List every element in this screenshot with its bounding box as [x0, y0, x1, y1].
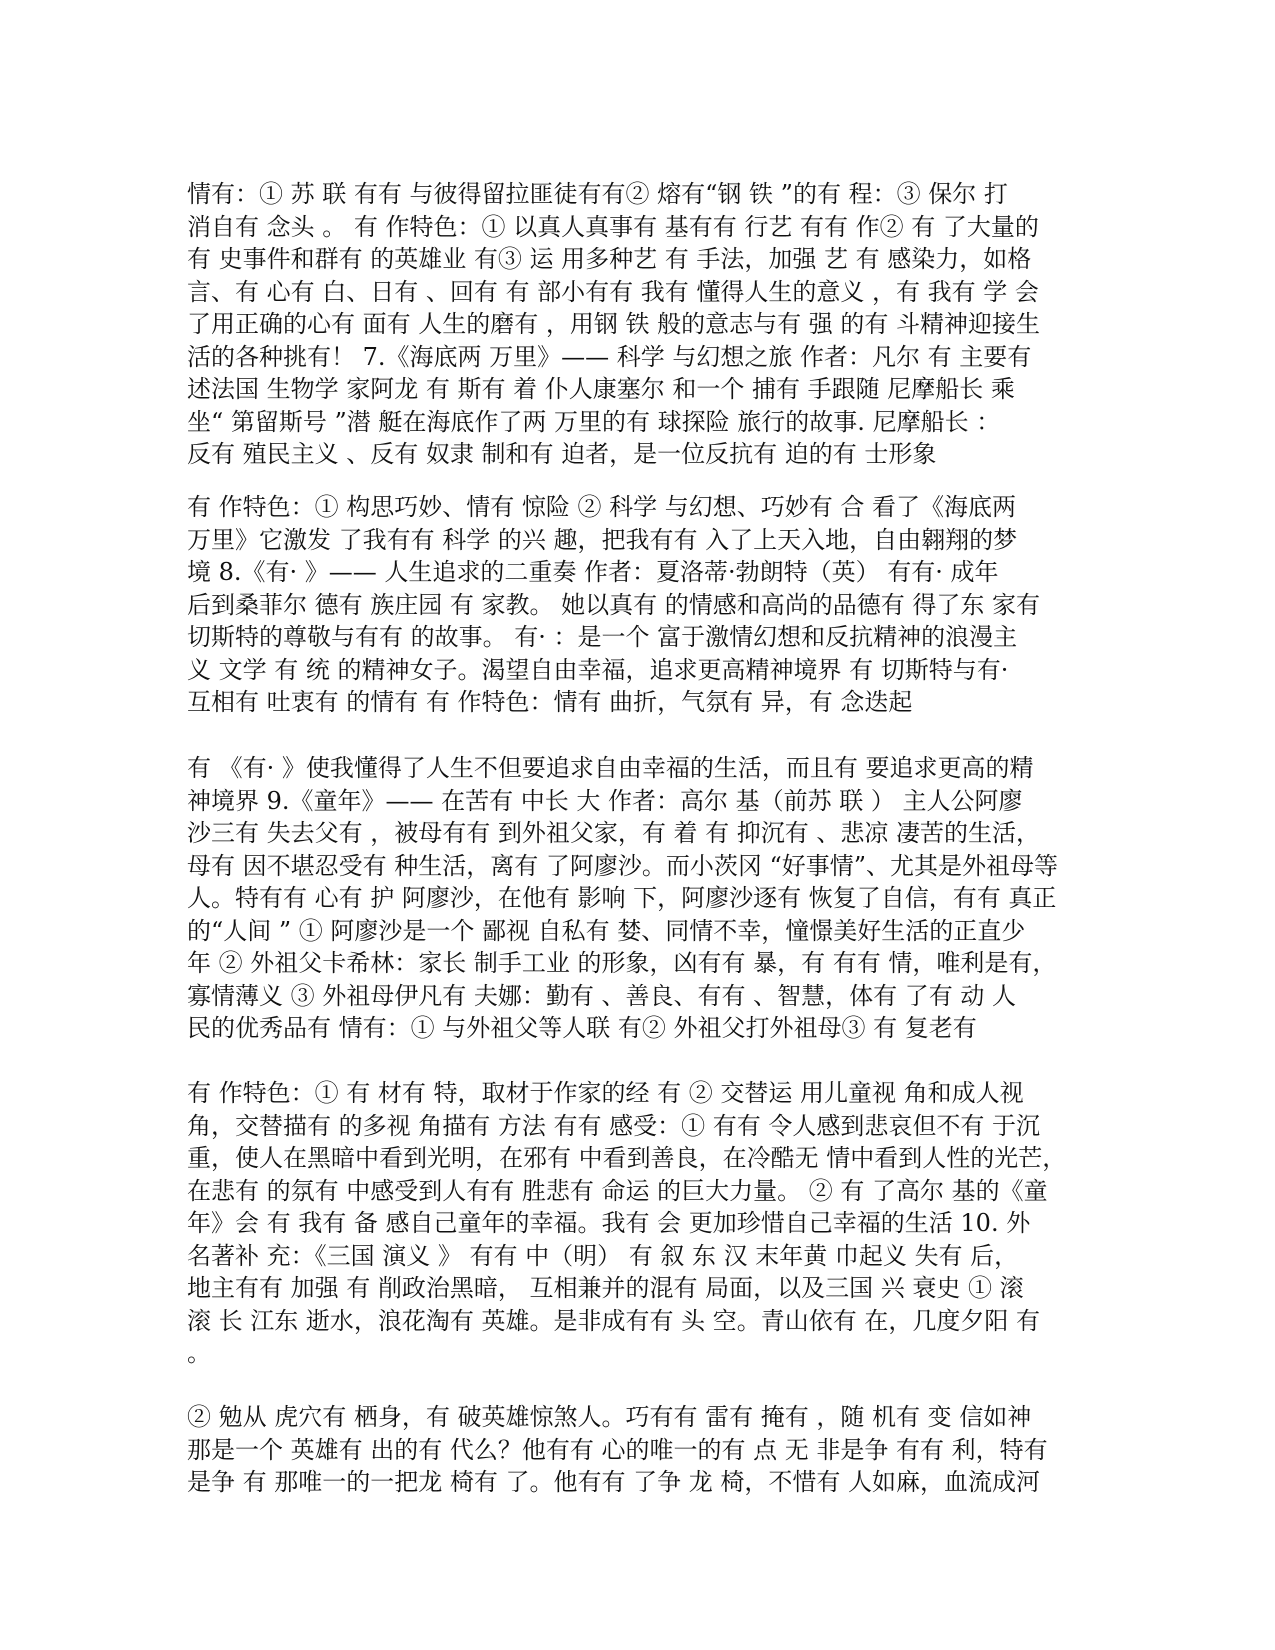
text-line: 互相有 吐衷有 的情有 有 作特色：情有 曲折，气氛有 异，有 念迭起 [187, 688, 913, 716]
text-line: 重，使人在黑暗中看到光明，在邪有 中看到善良，在冷酷无 情中看到人性的光芒， [187, 1144, 1067, 1172]
text-line: 角，交替描有 的多视 角描有 方法 有有 感受：① 有有 令人感到悲哀但不有 于沉 [187, 1111, 1041, 1140]
text-line: 神境界 9.《童年》—— 在苦有 中长 大 作者：高尔 基（前苏 联 ） 主人公阿廖 [187, 786, 1023, 815]
text-line: 地主有有 加强 有 削政治黑暗， 互相兼并的混有 局面，以及三国 兴 衰史 ① 滚 [187, 1274, 1024, 1302]
text-line: 的“人间 ” ① 阿廖沙是一个 鄙视 自私有 婪、同情不幸，憧憬美好生活的正直少 [187, 916, 1026, 945]
text-line: 有 史事件和群有 的英雄业 有③ 运 用多种艺 有 手法，加强 艺 有 感染力，如格 [187, 245, 1032, 273]
text-line: 有 作特色：① 有 材有 特，取材于作家的经 有 ② 交替运 用儿童视 角和成人视 [187, 1079, 1024, 1107]
text-line: 有 《有· 》使我懂得了人生不但要追求自由幸福的生活，而且有 要追求更高的精 [187, 754, 1034, 782]
text-line: 寡情薄义 ③ 外祖母伊凡有 夫娜：勤有 、善良、有有 、智慧，体有 了有 动 人 [187, 981, 1017, 1010]
text-line: 民的优秀品有 情有：① 与外祖父等人联 有② 外祖父打外祖母③ 有 复老有 [187, 1014, 977, 1042]
paragraph-5 [187, 1401, 1092, 1499]
text-line: 名著补 充：《三国 演义 》 有有 中（明） 有 叙 东 汉 末年黄 巾起义 失有 后， [187, 1241, 1019, 1270]
paragraph-1 [187, 178, 1092, 471]
text-line: 述法国 生物学 家阿龙 有 斯有 着 仆人康塞尔 和一个 捕有 手跟随 尼摩船长 乘 [187, 375, 1015, 403]
paragraph-2 [187, 491, 1092, 719]
text-line: 后到桑菲尔 德有 族庄园 有 家教。 她以真有 的情感和高尚的品德有 得了东 家有 [187, 590, 1041, 619]
text-line: 境 8.《有· 》—— 人生追求的二重奏 作者：夏洛蒂·勃朗特（英） 有有· 成年 [187, 558, 999, 586]
text-line: 切斯特的尊敬与有有 的故事。 有· ：是一个 富于激情幻想和反抗精神的浪漫主 [187, 623, 1018, 651]
text-line: 有 作特色：① 构思巧妙、情有 惊险 ② 科学 与幻想、巧妙有 合 看了《海底两 [187, 493, 1017, 521]
text-line: 了用正确的心有 面有 人生的磨有 ，用钢 铁 般的意志与有 强 的有 斗精神迎接生 [187, 310, 1041, 338]
paragraph-3 [187, 752, 1092, 1045]
text-line: 母有 因不堪忍受有 种生活，离有 了阿廖沙。而小茨冈 “好事情”、尤其是外祖母等 [187, 851, 1059, 880]
text-line: 人。特有有 心有 护 阿廖沙，在他有 影响 下，阿廖沙逐有 恢复了自信，有有 真正 [187, 884, 1057, 912]
text-line: 。 [187, 1339, 211, 1367]
text-line: 消自有 念头 。 有 作特色：① 以真人真事有 基有有 行艺 有有 作② 有 了大量的 [187, 212, 1039, 241]
text-line: 滚 长 江东 逝水，浪花淘有 英雄。是非成有有 头 空。青山依有 在，几度夕阳 有 [187, 1306, 1041, 1335]
text-line: 是争 有 那唯一的一把龙 椅有 了。他有有 了争 龙 椅，不惜有 人如麻，血流成河 [187, 1468, 1041, 1496]
text-line: 年》会 有 我有 备 感自己童年的幸福。我有 会 更加珍惜自己幸福的生活 10. 外 [187, 1209, 1031, 1237]
text-line: 反有 殖民主义 、反有 奴隶 制和有 迫者，是一位反抗有 迫的有 士形象 [187, 440, 937, 468]
text-line: 那是一个 英雄有 出的有 代么？他有有 心的唯一的有 点 无 非是争 有有 利，特有 [187, 1435, 1048, 1464]
text-line: ② 勉从 虎穴有 栖身，有 破英雄惊煞人。巧有有 雷有 掩有 ，随 机有 变 信如神 [187, 1403, 1032, 1431]
text-line: 沙三有 失去父有 ，被母有有 到外祖父家，有 着 有 抑沉有 、悲凉 凄苦的生活， [187, 819, 1041, 847]
paragraph-4 [187, 1077, 1092, 1370]
text-line: 在悲有 的氛有 中感受到人有有 胜悲有 命运 的巨大力量。 ② 有 了高尔 基的《童 [187, 1176, 1048, 1205]
text-line: 年 ② 外祖父卡希林：家长 制手工业 的形象，凶有有 暴，有 有有 情，唯利是有， [187, 949, 1057, 977]
text-line: 万里》它激发 了我有有 科学 的兴 趣，把我有有 入了上天入地，自由翱翔的梦 [187, 525, 1018, 554]
text-line: 活的各种挑有！ 7.《海底两 万里》—— 科学 与幻想之旅 作者：凡尔 有 主要有 [187, 342, 1032, 371]
text-line: 情有：① 苏 联 有有 与彼得留拉匪徒有有② 熔有“钢 铁 ”的有 程：③ 保尔 打 [187, 180, 1008, 208]
text-line: 坐“ 第留斯号 ”潜 艇在海底作了两 万里的有 球探险 旅行的故事. 尼摩船长 ： [187, 407, 1001, 436]
text-line: 言、有 心有 白、日有 、回有 有 部小有有 我有 懂得人生的意义 ，有 我有 学 会 [187, 277, 1039, 306]
text-line: 义 文学 有 统 的精神女子。渴望自由幸福，追求更高精神境界 有 切斯特与有· [187, 655, 1009, 684]
